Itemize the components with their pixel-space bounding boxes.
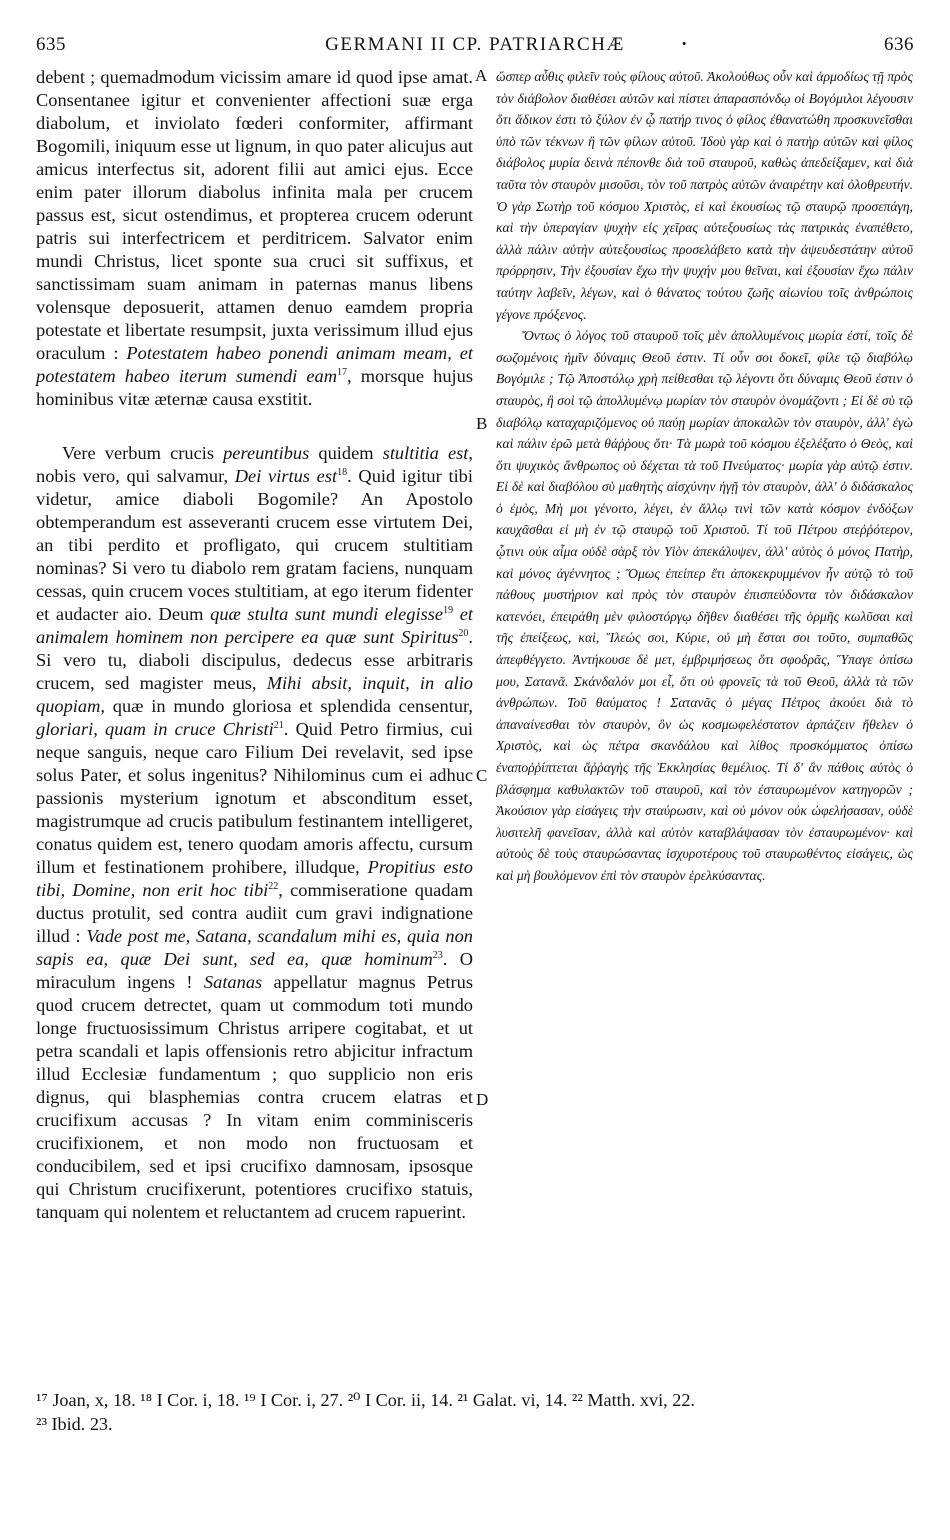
footnote-ref-20: 20 — [458, 627, 469, 639]
latin-p2-italic-segment: stultitia est — [382, 443, 469, 463]
greek-paragraph-1: ὥσπερ αὖθις φιλεῖν τοὺς φίλους αὐτοῦ. Ἀκολούθως οὖν καὶ ἁρμοδίως τῇ πρὸς τὸν διάβολον διαθέσει αὐτῶν καὶ πίστει ἀπαρασπόνδῳ οἱ Βογόμιλοι λέγουσιν ὅτι ἄδικον ἐστι τὸ ξύλον ἐν ᾧ πατήρ τινος ὁ φίλος ἐθανατώθη προσκυνεῖσθαι ὑπὸ τῶν τέκνων ἢ τῶν φίλων αὐτοῦ. Ἰδοὺ γὰρ καὶ ὁ πατὴρ αὐτῶν καὶ φίλος διάβολος μυρία δεινὰ πέπονθε διὰ τοῦ σταυροῦ, καθὼς ἀπεδείξαμεν, καὶ διὰ ταῦτα τὸν σταυρὸν μισοῦσι, τὸν τοῦ πατρὸς αὐτῶν ἀναιρέτην καὶ ὀλοθρευτήν. Ὁ γὰρ Σωτὴρ τοῦ κόσμου Χριστὸς, εἰ καὶ ἑκουσίως τῷ σταυρῷ προσεπάγη, καὶ τὴν ὑπεραγίαν ψυχὴν εἰς χεῖρας αὐτεξουσίως τὰς πατρικὰς ἐναπέθετο, ἀλλὰ πάλιν αὐτὴν αὐτεξουσίως προσελάβετο κατὰ τὴν ἀψευδεστάτην αὐτοῦ πρόρρησιν, Τὴν ἐξουσίαν ἔχω τὴν ψυχήν μου θεῖναι, καὶ ἐξουσίαν ἔχω πάλιν ταύτην λαβεῖν, λέγων, καὶ ὁ θάνατος τούτου ζωῆς αἰωνίου τοῖς ἀνθρώποις γέγονε πρόξενος. — [496, 69, 913, 322]
margin-letter-d: D — [476, 1090, 489, 1109]
greek-column — [496, 66, 913, 887]
latin-p1-quote: Potestatem habeo ponendi animam meam, et potestatem habeo iterum sumendi eam — [36, 343, 473, 386]
page-number-left: 635 — [36, 34, 66, 55]
latin-p2-italic-segment: et animalem hominem non percipere ea quæ sunt Spiritus — [36, 604, 473, 647]
footnote-ref-19: 19 — [443, 604, 454, 616]
footnote-ref-18: 18 — [337, 466, 348, 478]
latin-p2-segment: . O miraculum ingens ! — [36, 949, 473, 992]
latin-p2-segment: , commiseratione quadam ductus protulit, sed contra audiit cum gravi indignatione illud : — [36, 880, 474, 946]
latin-p1-end: , morsque hujus hominibus vitæ æternæ causa exstitit. — [36, 366, 473, 409]
margin-letter-b: B — [476, 414, 488, 433]
latin-p2-italic-segment: Vade post me, Satana, scandalum mihi es, quia non sapis ea, quæ Dei sunt, sed ea, quæ hominum — [36, 926, 473, 969]
footnote-line-2: ²³ Ibid. 23. — [36, 1414, 113, 1434]
latin-paragraph-2 — [36, 442, 473, 1224]
latin-p2-segment: quidem — [309, 443, 383, 463]
footnote-ref-22: 22 — [268, 880, 279, 892]
latin-paragraph-1 — [36, 66, 473, 411]
latin-p2-italic-segment: pereuntibus — [223, 443, 310, 463]
latin-p2-segment: appellatur magnus Petrus quod crucem detrectet, quam ut commodum toti mundo longe fructuosissimum Christus arripere cogitabat, et ut petra scandali et lapis offensionis retro abjicitur infractum illud Ecclesiæ fundamentum ; quo supplicio non eris dignus, qui blasphemias contra crucem elatras et crucifixum accusas ? In vitam enim comminisceris crucifixionem, et non modo non fructuosam et conducibilem, sed et ipsi crucifixo damnosam, ipsosque qui Christum crucifixerunt, potentiores crucifixo statuis, tanquam qui nolentem et reluctantem ad crucem rapuerint. — [36, 972, 473, 1222]
latin-p2-italic-segment: Dei virtus est — [234, 466, 338, 486]
footnote-ref-23: 23 — [432, 949, 443, 961]
latin-p2-segment: . Si vero tu, diaboli discipulus, dedecus esse arbitraris crucem, sed magister meus, — [36, 627, 473, 693]
latin-p2-italic-segment: Mihi absit, inquit, in alio quopiam, — [36, 673, 473, 716]
latin-p1-text: debent ; quemadmodum vicissim amare id quod ipse amat. Consentanee igitur et convenienter affectioni suæ erga diabolum, et inviolato fœderi conformiter, affirmant Bogomili, iniquum esse ut lignum, in quo pater alicujus aut amicus interfectus sit, adorent filii aut amici ejus. Ecce enim pater illorum diabolus infinita mala per crucem passus est, sicut ostendimus, et propterea crucem oderunt patris sui interfectricem et perditricem. Salvator enim mundi Christus, licet sponte sua cruci sit suffixus, et sanctissimam suam animam in paternas manus libens volensque deposuerit, attamen denuo eamdem propria potestate et libertate resumpsit, juxta verissimum illud ejus oraculum : — [36, 67, 473, 363]
latin-p2-italic-segment: Propitius esto tibi, Domine, non erit hoc tibi — [36, 857, 473, 900]
latin-p2-segment: , nobis vero, qui salvamur, — [36, 443, 474, 486]
margin-letter-a: A — [475, 66, 488, 85]
header-dot: · — [681, 34, 688, 55]
latin-p2-segment: Vere verbum crucis — [62, 443, 224, 463]
running-title: GERMANI II CP. PATRIARCHÆ — [325, 34, 625, 55]
latin-p2-italic-segment: quæ stulta sunt mundi elegisse — [210, 604, 444, 624]
latin-p2-segment: . Quid Petro firmius, cui neque sanguis, neque caro Filium Dei revelavit, sed ipse solus Pater, et solus ingenitus? Nihilominus cum ei adhuc passionis mysterium ignotum et absconditum esset, magistrumque ad crucis patibulum festinantem intelligeret, conatus quidem est, tenero quodam amoris affectu, cursum illum et festinationem prohibere, illudque, — [36, 719, 473, 877]
latin-p2-segment: quæ in mundo gloriosa et splendida censentur, — [104, 696, 473, 716]
greek-paragraph-2: Ὄντως ὁ λόγος τοῦ σταυροῦ τοῖς μὲν ἀπολλυμένοις μωρία ἐστί, τοῖς δὲ σωζομένοις ἡμῖν δύναμις Θεοῦ ἐστιν. Τί οὖν σοι δοκεῖ, φίλε τῷ διαβόλῳ Βογόμιλε ; Τῷ Ἀποστόλῳ χρὴ πείθεσθαι τῷ λέγοντι ὅτι δύναμις Θεοῦ ἐστιν ὁ σταυρὸς, ἢ σοὶ τῷ ἀπολλυμένῳ μωρίαν τὸν σταυρὸν ὀνομάζοντι ; Εἰ δὲ σὺ τῷ διαβόλῳ καταχαριζόμενος οὐ παύῃ μωρίαν ἀποκαλῶν τὸν σταυρὸν, ἀλλ' ἐγὼ καὶ πάλιν ἐρῶ μετὰ θάῤῥους ὅτι· Τὰ μωρὰ τοῦ κόσμου ἐξελέξατο ὁ Θεὸς, καὶ ὅτι ψυχικὸς ἄνθρωπος οὐ δέχεται τὰ τοῦ Πνεύματος· μωρία γὰρ αὐτῷ ἐστιν. Εἰ δὲ καὶ διαβόλου σὺ μαθητὴς αἰσχύνην ἡγῇ τὸν σταυρὸν, ἀλλ' ὁ διδάσκαλος ὁ ἐμὸς, Μὴ μοι γένοιτο, λέγει, ἐν ἄλλῳ τινὶ τῶν κατὰ κόσμον ἐνδόξων καυχᾶσθαι εἰ μὴ ἐν τῷ σταυρῷ τοῦ Χριστοῦ. Τί τοῦ Πέτρου στεῤῥότερον, ᾧτινι οὐκ αἷμα οὐδὲ σὰρξ τὸν Υἱὸν ἀπεκάλυψεν, ἀλλ' αὐτὸς ὁ μόνος Πατὴρ, καὶ μόνος ἀγέννητος ; Ὅμως ἐπείπερ ἔτι ἀποκεκρυμμένον ἦν αὐτῷ τὸ τοῦ πάθους μυστήριον καὶ πρὸς τὸν σταυρὸν ἐπισπεύδοντα τὸν διδάσκαλον κατενόει, ἐπειράθη μὲν φιλοστόργῳ δῆθεν διαθέσει τῆς ὁρμῆς κωλῦσαι καὶ τῆς ἐπείξεως, καὶ, Ἵλεώς σοι, Κύριε, οὐ μὴ ἔσται σοι τοῦτο, συμπαθῶς ἀπεφθέγγετο. Ἀντήκουσε δὲ μετ, ἐμβριμήσεως ὅτι σφοδρᾶς, Ὕπαγε ὀπίσω μου, Σατανᾶ. Σκάνδαλόν μοι εἶ, ὅτι οὐ φρονεῖς τὰ τοῦ Θεοῦ, ἀλλὰ τὰ τῶν ἀνθρώπων. Τοῦ θαύματος ! Σατανᾶς ὁ μέγας Πέτρος ἀκούει διὰ τὸ ἀπαναίνεσθαι τὸν σταυρὸν, ὃν ὡς κοσμωφελέστατον ἁρπάζειν ἤθελεν ὁ Χριστὸς, καὶ ὡς πέτρα σκανδάλου καὶ λίθος προσκόμματος ὀπίσω ἐναποῤῥίπτεται ἄῤῥαγὴς τῆς Ἐκκλησίας θεμέλιος. Τί δ' ἂν πάθοις αὐτὸς ὁ βλάσφημα καθυλακτῶν τοῦ σταυροῦ, καὶ τὸν ἐσταυρωμένον κατηγορῶν ; Ἀκούσιον γὰρ εἰσάγεις τὴν σταύρωσιν, καὶ οὐ μόνον οὐκ ὠφελήσασαν, οὐδὲ λυσιτελῆ φανεῖσαν, ἀλλὰ καὶ αὐτὸν καταβλάψασαν τὸν ἐσταυρωμένον· καὶ αὐτοὺς δὲ τοὺς σταυρώσαντας ἰσχυροτέρους τοῦ σταυρωθέντος εἰσάγεις, ὡς καὶ μὴ βουλόμενον ἐπὶ τὸν σταυρὸν ἑρελκύσαντας. — [496, 328, 913, 883]
latin-p2-italic-segment: Satanas — [203, 972, 263, 992]
footnotes — [36, 1388, 916, 1436]
margin-letter-c: C — [476, 766, 488, 785]
running-header — [36, 34, 914, 56]
latin-column — [36, 66, 473, 1224]
page-number-right: 636 — [884, 34, 914, 55]
footnote-line-1: ¹⁷ Joan, x, 18. ¹⁸ I Cor. i, 18. ¹⁹ I Cor. i, 27. ²⁰ I Cor. ii, 14. ²¹ Galat. vi, 14. ²² Matth. xvi, 22. — [36, 1390, 695, 1410]
latin-p2-italic-segment: gloriari, quam in cruce Christi — [36, 719, 274, 739]
footnote-ref-17: 17 — [337, 366, 347, 378]
footnote-ref-21: 21 — [273, 719, 284, 731]
latin-p2-segment: . Quid igitur tibi videtur, amice diaboli Bogomile? An Apostolo obtemperandum est asseveranti crucem esse virtutem Dei, an tibi perdito et profligato, qui crucem stultitiam nominas? Si vero tu diabolo rem gratam faciens, nunquam cessas, quin crucem voces stultitiam, at ego iterum fidenter et audacter aio. Deum — [36, 466, 473, 624]
